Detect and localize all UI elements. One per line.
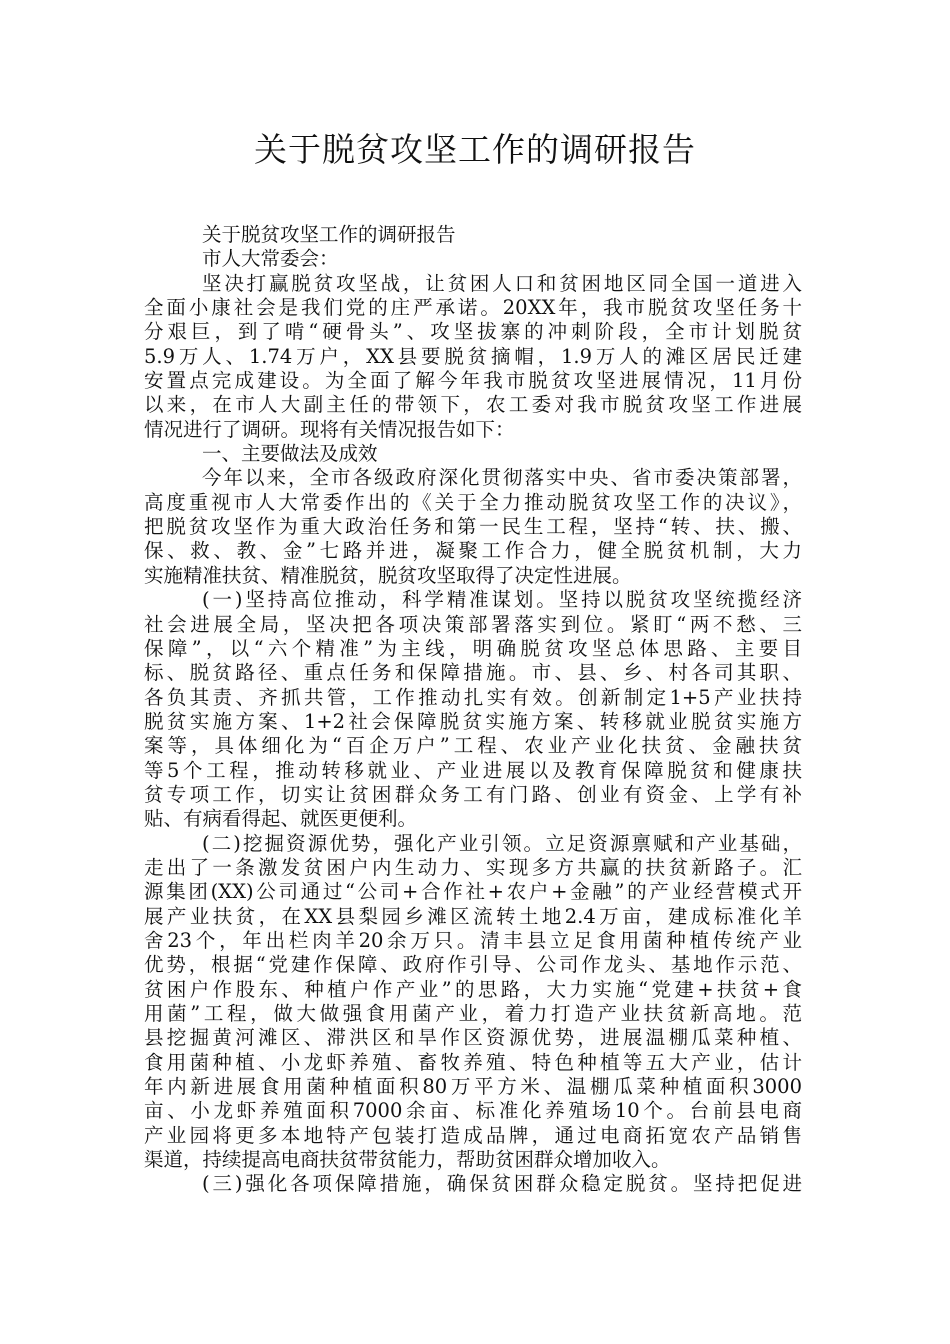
text-line: 今年以来，全市各级政府深化贯彻落实中央、省市委决策部署， <box>202 466 802 490</box>
text-line: 渠道，持续提高电商扶贫带贫能力，帮助贫困群众增加收入。 <box>144 1148 671 1172</box>
text-line: 高度重视市人大常委作出的《关于全力推动脱贫攻坚工作的决议》， <box>144 490 802 514</box>
text-line: 优势，根据“党建作保障、政府作引导、公司作龙头、基地作示范、 <box>144 953 802 977</box>
text-line: 坚决打赢脱贫攻坚战，让贫困人口和贫困地区同全国一道进入 <box>202 271 802 295</box>
text-line: 一、主要做法及成效 <box>202 442 378 466</box>
text-line: 脱贫实施方案、1+2社会保障脱贫实施方案、转移就业脱贫实施方 <box>144 709 802 733</box>
text-line: 保障”，以“六个精准”为主线，明确脱贫攻坚总体思路、主要目 <box>144 636 802 660</box>
text-line: 标、脱贫路径、重点任务和保障措施。市、县、乡、村各司其职、 <box>144 661 802 685</box>
text-line: (二)挖掘资源优势，强化产业引领。立足资源禀赋和产业基础， <box>202 831 802 855</box>
text-line: 食用菌种植、小龙虾养殖、畜牧养殖、特色种植等五大产业，估计 <box>144 1050 802 1074</box>
text-line: 各负其责、齐抓共管，工作推动扎实有效。创新制定1+5产业扶持 <box>144 685 802 709</box>
text-line: 源集团(XX)公司通过“公司+合作社+农户+金融”的产业经营模式开 <box>144 880 802 904</box>
text-line: 展产业扶贫，在XX县梨园乡滩区流转土地2.4万亩，建成标准化羊 <box>144 904 802 928</box>
page-title: 关于脱贫攻坚工作的调研报告 <box>254 130 696 169</box>
text-line: 走出了一条激发贫困户内生动力、实现多方共赢的扶贫新路子。汇 <box>144 855 802 879</box>
text-line: 产业园将更多本地特产包装打造成品牌，通过电商拓宽农产品销售 <box>144 1123 802 1147</box>
text-line: 把脱贫攻坚作为重大政治任务和第一民生工程，坚持“转、扶、搬、 <box>144 515 802 539</box>
text-line: (三)强化各项保障措施，确保贫困群众稳定脱贫。坚持把促进 <box>202 1172 802 1196</box>
text-line: 情况进行了调研。现将有关情况报告如下： <box>144 417 515 441</box>
text-line: 安置点完成建设。为全面了解今年我市脱贫攻坚进展情况，11月份 <box>144 369 802 393</box>
text-line: 用菌”工程，做大做强食用菌产业，着力打造产业扶贫新高地。范 <box>144 1002 802 1025</box>
text-line: 市人大常委会： <box>202 247 339 271</box>
text-line: 实施精准扶贫、精准脱贫，脱贫攻坚取得了决定性进展。 <box>144 563 632 587</box>
text-line: 保、救、教、金”七路并进，凝聚工作合力，健全脱贫机制，大力 <box>144 539 802 563</box>
text-line: 县挖掘黄河滩区、滞洪区和旱作区资源优势，进展温棚瓜菜种植、 <box>144 1026 802 1050</box>
text-line: 贫困户作股东、种植户作产业”的思路，大力实施“党建+扶贫+食 <box>144 977 802 1001</box>
text-line: (一)坚持高位推动，科学精准谋划。坚持以脱贫攻坚统揽经济 <box>202 588 802 612</box>
text-line: 舍23个，年出栏肉羊20余万只。清丰县立足食用菌种植传统产业 <box>144 928 802 952</box>
text-line: 亩、小龙虾养殖面积7000余亩、标准化养殖场10个。台前县电商 <box>144 1099 802 1123</box>
text-line: 5.9万人、1.74万户，XX县要脱贫摘帽，1.9万人的滩区居民迁建 <box>144 344 802 368</box>
text-line: 社会进展全局，坚决把各项决策部署落实到位。紧盯“两不愁、三 <box>144 612 802 636</box>
text-line: 案等，具体细化为“百企万户”工程、农业产业化扶贫、金融扶贫 <box>144 734 802 758</box>
text-line: 贴、有病看得起、就医更便利。 <box>144 807 418 831</box>
text-line: 贫专项工作，切实让贫困群众务工有门路、创业有资金、上学有补 <box>144 782 802 806</box>
text-line: 等5个工程，推动转移就业、产业进展以及教育保障脱贫和健康扶 <box>144 758 802 782</box>
text-line: 分艰巨，到了啃“硬骨头”、攻坚拔寨的冲刺阶段，全市计划脱贫 <box>144 320 802 344</box>
document-body <box>144 223 802 1197</box>
text-line: 关于脱贫攻坚工作的调研报告 <box>202 223 456 246</box>
text-line: 全面小康社会是我们党的庄严承诺。20XX年，我市脱贫攻坚任务十 <box>144 296 802 320</box>
text-line: 以来，在市人大副主任的带领下，农工委对我市脱贫攻坚工作进展 <box>144 393 802 417</box>
text-line: 年内新进展食用菌种植面积80万平方米、温棚瓜菜种植面积3000 <box>144 1075 802 1099</box>
